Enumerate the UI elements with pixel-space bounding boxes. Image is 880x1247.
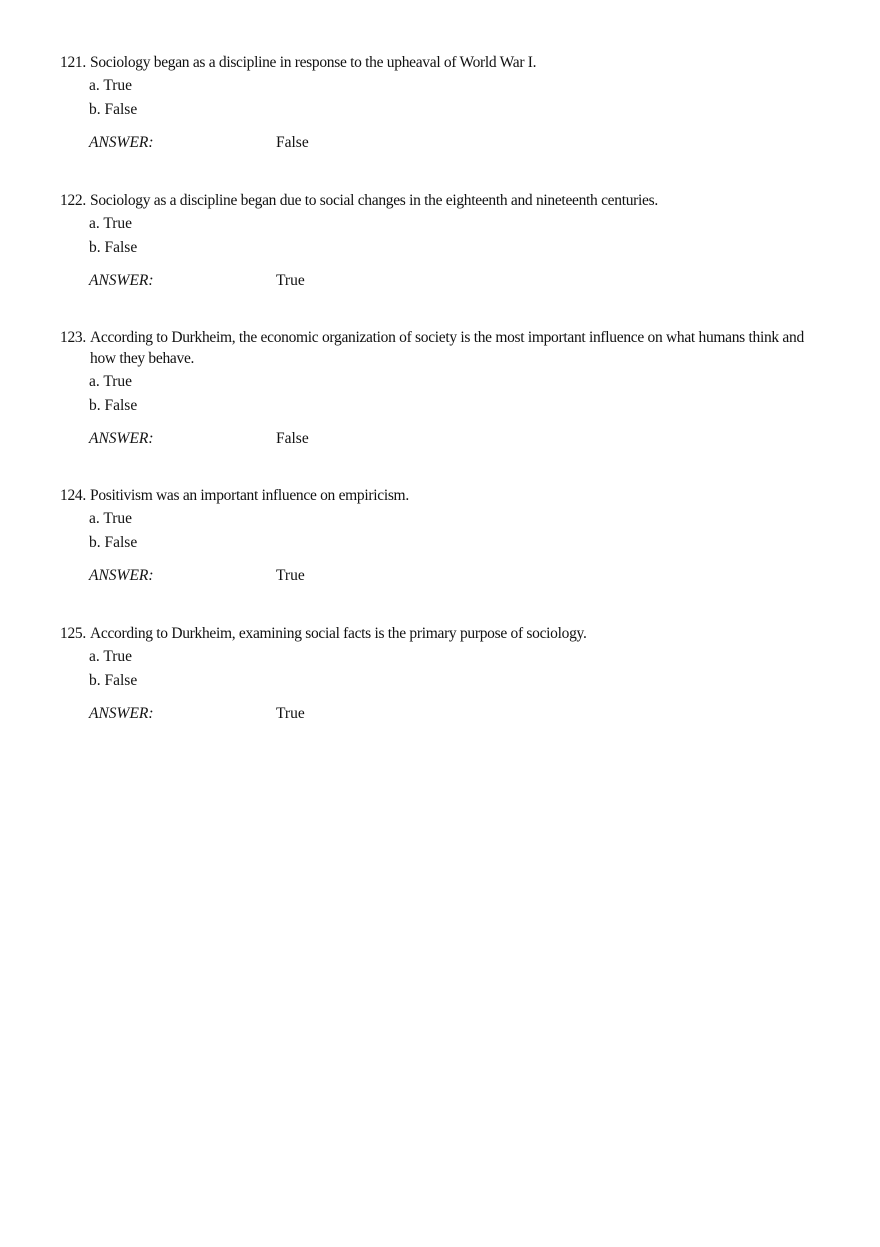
option-false: b. False: [89, 397, 138, 414]
answer-label: ANSWER:: [89, 134, 154, 151]
answer-value: True: [276, 272, 305, 289]
question-text: According to Durkheim, the economic organization of society is the most important influence on what humans think and how they behave.: [90, 329, 804, 367]
question-number: 121.: [60, 54, 86, 71]
question-text: Sociology began as a discipline in response to the upheaval of World War I.: [90, 54, 537, 71]
option-list: [89, 212, 820, 260]
answer-row: [89, 132, 820, 153]
option-true: a. True: [89, 77, 133, 94]
answer-row: [89, 270, 820, 291]
question-number: 122.: [60, 192, 86, 209]
answer-value: False: [276, 134, 309, 151]
option-false: b. False: [89, 534, 138, 551]
question-number: 125.: [60, 625, 86, 642]
answer-label: ANSWER:: [89, 567, 154, 584]
option-true: a. True: [89, 215, 133, 232]
question-text: Sociology as a discipline began due to social changes in the eighteenth and nineteenth centuries.: [90, 192, 658, 209]
answer-label: ANSWER:: [89, 430, 154, 447]
option-list: [89, 370, 820, 418]
question-number: 124.: [60, 487, 86, 504]
answer-value: False: [276, 430, 309, 447]
question-number: 123.: [60, 329, 86, 346]
question-124: [60, 485, 820, 586]
question-stem: [60, 52, 820, 73]
answer-row: [89, 703, 820, 724]
option-true: a. True: [89, 510, 133, 527]
answer-row: [89, 565, 820, 586]
answer-row: [89, 428, 820, 449]
question-stem: [60, 623, 820, 644]
option-list: [89, 507, 820, 555]
option-false: b. False: [89, 672, 138, 689]
question-stem: [60, 327, 820, 369]
answer-value: True: [276, 567, 305, 584]
answer-label: ANSWER:: [89, 272, 154, 289]
question-text: According to Durkheim, examining social facts is the primary purpose of sociology.: [90, 625, 587, 642]
answer-label: ANSWER:: [89, 705, 154, 722]
question-123: [60, 327, 820, 449]
option-list: [89, 74, 820, 122]
question-stem: [60, 485, 820, 506]
answer-value: True: [276, 705, 305, 722]
option-false: b. False: [89, 101, 138, 118]
question-122: [60, 190, 820, 291]
question-125: [60, 623, 820, 724]
question-stem: [60, 190, 820, 211]
option-list: [89, 645, 820, 693]
option-true: a. True: [89, 373, 133, 390]
question-121: [60, 52, 820, 153]
option-true: a. True: [89, 648, 133, 665]
option-false: b. False: [89, 239, 138, 256]
question-text: Positivism was an important influence on empiricism.: [90, 487, 409, 504]
